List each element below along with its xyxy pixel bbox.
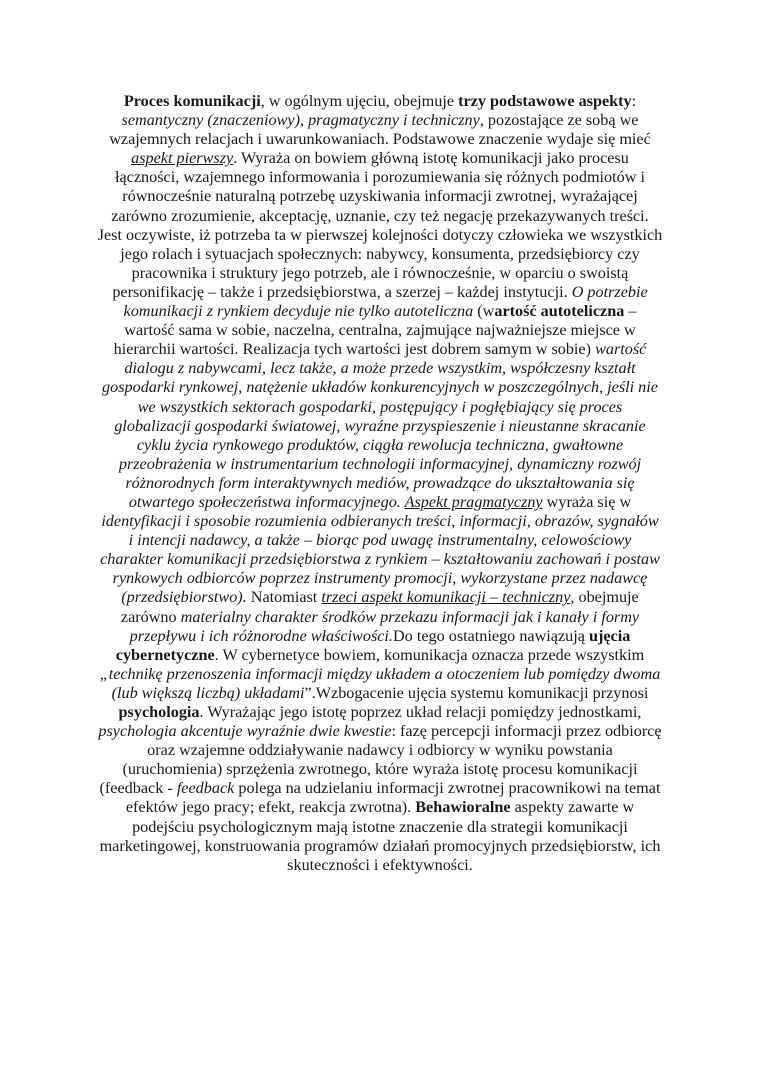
text-run: (feedback - [99, 779, 177, 798]
text-run: : fazę percepcji informacji przez odbiorcę [391, 722, 662, 741]
text-run: wyraża się w [542, 492, 632, 511]
text-line [60, 111, 700, 130]
text-run: Do tego ostatniego nawiązują [392, 626, 589, 645]
text-line [60, 264, 700, 283]
text-line [60, 340, 700, 359]
text-line [60, 627, 700, 646]
text-line [60, 207, 700, 226]
text-line [60, 474, 700, 493]
text-line [60, 226, 700, 245]
text-line [60, 741, 700, 760]
text-run: polega na udzielaniu informacji zwrotnej pracownikowi na temat [234, 779, 661, 798]
text-line [60, 646, 700, 665]
text-line [60, 92, 700, 111]
text-line [60, 722, 700, 741]
bold-text: cybernetyczne [115, 645, 215, 664]
text-run: Jest oczywiste, iż potrzeba ta w pierwszej kolejności dotyczy człowieka we wszystkich [97, 225, 663, 244]
text-run: wartość sama w sobie, naczelna, centralna, zajmujące najważniejsze miejsce w [124, 321, 636, 340]
text-run: , w ogólnym ujęciu, obejmuje [260, 92, 459, 110]
text-run: równocześnie naturalną potrzebę uzyskiwania informacji zwrotnej, wyrażającej [122, 187, 638, 206]
text-line [60, 608, 700, 627]
text-line [60, 187, 700, 206]
body-paragraph [60, 92, 700, 875]
text-line [60, 856, 700, 875]
italic-text: „technikę przenoszenia informacji między układem a otoczeniem lub pomiędzy dwoma [99, 664, 661, 683]
text-run: podejściu psychologicznym mają istotne znaczenie dla strategii komunikacji [132, 817, 628, 836]
text-line [60, 512, 700, 531]
text-run: (w [473, 302, 495, 321]
text-line [60, 168, 700, 187]
text-run: , obejmuje [570, 588, 639, 607]
text-line [60, 398, 700, 417]
text-line [60, 569, 700, 588]
text-line [60, 436, 700, 455]
italic-text: psychologia akcentuje wyraźnie dwie kwestie [98, 722, 392, 741]
italic-text: gospodarki rynkowej, natężenie układów konkurencyjnych w poszczególnych, jeśli nie [102, 378, 658, 397]
text-line [60, 779, 700, 798]
text-run: hierarchii wartości. Realizacja tych wartości jest dobrem samym w sobie) [113, 340, 596, 359]
text-run: ”.Wzbogacenie ujęcia systemu komunikacji przynosi [304, 683, 649, 702]
bold-text: psychologia [118, 703, 200, 721]
underlined-italic-text: Aspekt pragmatyczny [404, 492, 543, 511]
italic-text: wartość [595, 340, 647, 359]
text-run: – [624, 302, 637, 321]
text-run: zarówno [120, 607, 181, 626]
text-line [60, 130, 700, 149]
text-run: aspekty zawarte w [510, 798, 635, 817]
italic-text: feedback [176, 779, 235, 798]
text-run: marketingowej, konstruowania programów działań promocyjnych przedsiębiorstw, ich [99, 836, 661, 855]
italic-text: globalizacji gospodarki światowej, wyraźne przyspieszenie i nieustanne skracanie [114, 416, 646, 435]
bold-text: Proces komunikacji [123, 92, 261, 110]
text-run: personifikację – także i przedsiębiorstwa, a szerzej – każdej instytucji. [112, 282, 572, 301]
text-line [60, 455, 700, 474]
text-run: (uruchomienia) sprzężenia zwrotnego, które wyraża istotę procesu komunikacji [122, 760, 638, 779]
italic-text: rynkowych odbiorców poprzez instrumenty promocji, wykorzystane przez nadawcę [112, 569, 648, 588]
italic-text: O potrzebie [571, 282, 648, 301]
text-line [60, 378, 700, 397]
text-run: . W cybernetyce bowiem, komunikacja oznacza przede wszystkim [214, 645, 645, 664]
italic-text: semantyczny (znaczeniowy), pragmatyczny i techniczny [121, 111, 480, 130]
italic-text: materialny charakter środków przekazu informacji jak i kanały i formy [180, 607, 640, 626]
text-line [60, 359, 700, 378]
text-line [60, 760, 700, 779]
text-run: efektów jego pracy; efekt, reakcja zwrotna). [125, 798, 416, 817]
italic-text: (przedsiębiorstwo). [121, 588, 247, 607]
italic-text: przeobrażenia w instrumentarium technologii informacyjnej, dynamiczny rozwój [118, 454, 642, 473]
text-line [60, 550, 700, 569]
italic-text: komunikacji z rynkiem decyduje nie tylko autoteliczna [123, 302, 474, 321]
underlined-italic-text: aspekt pierwszy [131, 149, 234, 168]
text-line [60, 283, 700, 302]
italic-text: identyfikacji i sposobie rozumienia odbieranych treści, informacji, obrazów, sygnałów [101, 512, 659, 531]
text-line [60, 417, 700, 436]
underlined-italic-text: trzeci aspekt komunikacji – techniczny [321, 588, 571, 607]
text-run: wzajemnych relacjach i uwarunkowaniach. Podstawowe znaczenie wydaje się mieć [109, 130, 651, 149]
italic-text: cyklu życia rynkowego produktów, ciągła rewolucja techniczna, gwałtowne [136, 435, 624, 454]
italic-text: dialogu z nabywcami, lecz także, a może przede wszystkim, współczesny kształt [124, 359, 636, 378]
text-run: skuteczności i efektywności. [287, 855, 473, 874]
text-line [60, 588, 700, 607]
text-run: pracownika i struktury jego potrzeb, ale i równocześnie, w oparciu o swoistą [131, 263, 629, 282]
text-line [60, 302, 700, 321]
text-line [60, 245, 700, 264]
bold-text: Behawioralne [415, 798, 511, 817]
text-line [60, 493, 700, 512]
italic-text: otwartego społeczeństwa informacyjnego. [128, 492, 405, 511]
text-run: zarówno zrozumienie, akceptację, uznanie, czy też negację przekazywanych treści. [111, 206, 649, 225]
text-line [60, 798, 700, 817]
text-run: Natomiast [246, 588, 322, 607]
bold-text: artość autoteliczna [494, 302, 625, 321]
text-line [60, 665, 700, 684]
text-line [60, 703, 700, 722]
italic-text: we wszystkich sektorach gospodarki, postępujący i pogłębiający się proces [137, 397, 623, 416]
text-run: . Wyraża on bowiem główną istotę komunikacji jako procesu [233, 149, 629, 168]
text-run: , pozostające ze sobą we [479, 111, 639, 130]
text-run: . Wyrażając jego istotę poprzez układ relacji pomiędzy jednostkami, [199, 703, 642, 721]
italic-text: (lub większą liczbą) układami [111, 683, 305, 702]
text-run: łączności, wzajemnego informowania i porozumiewania się różnych podmiotów i [115, 168, 645, 187]
text-line [60, 321, 700, 340]
italic-text: i intencji nadawcy, a także – biorąc pod uwagę instrumentalny, celowościowy [128, 531, 632, 550]
text-run: oraz wzajemne oddziaływanie nadawcy i odbiorcy w wyniku powstania [147, 741, 613, 760]
text-run: : [631, 92, 637, 110]
text-line [60, 149, 700, 168]
text-line [60, 684, 700, 703]
italic-text: charakter komunikacji przedsiębiorstwa z rynkiem – kształtowaniu zachowań i postaw [100, 550, 660, 569]
bold-text: ujęcia [588, 626, 631, 645]
text-line [60, 818, 700, 837]
text-run: jego rolach i sytuacjach społecznych: nabywcy, konsumenta, przedsiębiorcy czy [120, 244, 640, 263]
italic-text: różnorodnych form interaktywnych mediów, prowadzące do ukształtowania się [125, 473, 635, 492]
document-page [60, 92, 700, 875]
text-line [60, 531, 700, 550]
italic-text: przepływu i ich różnorodne właściwości. [129, 626, 393, 645]
bold-text: trzy podstawowe aspekty [458, 92, 632, 110]
text-line [60, 837, 700, 856]
